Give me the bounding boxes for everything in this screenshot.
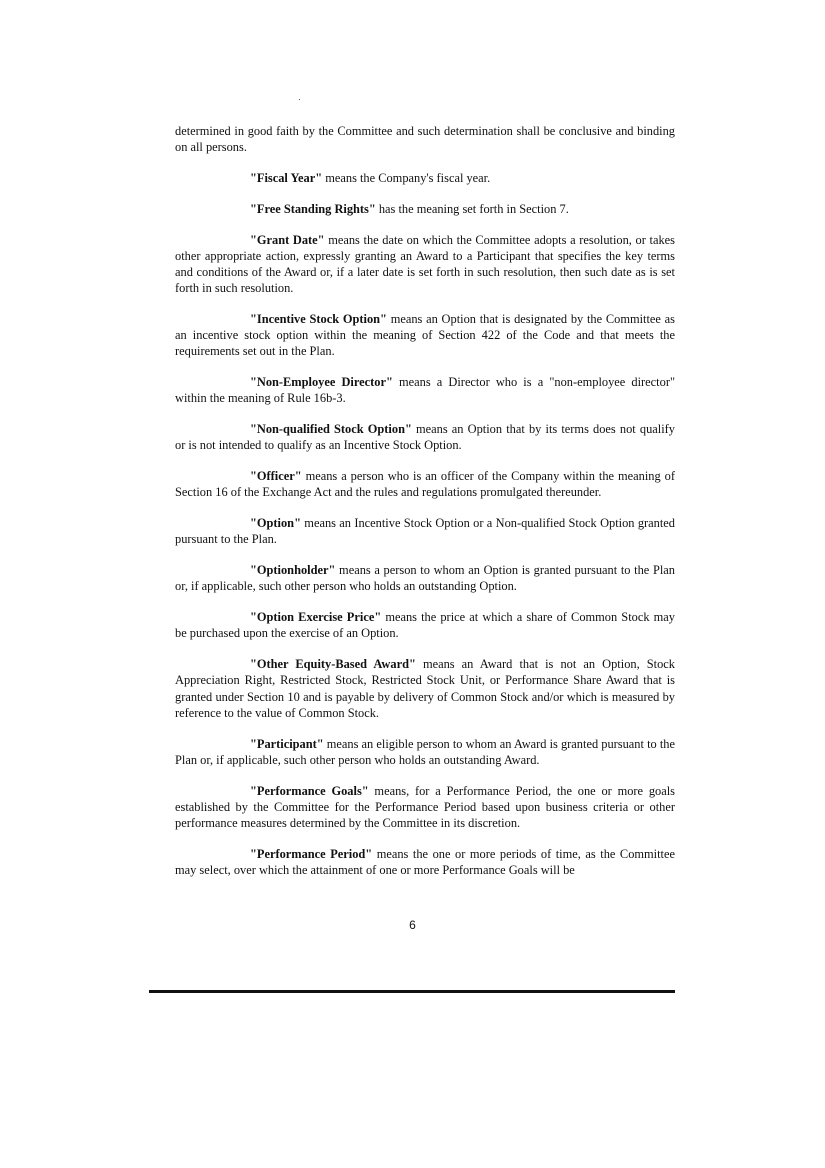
definition-free-standing-rights: [175, 201, 675, 217]
definition-text: means the price at which a share of Common Stock may be purchased upon the exercise of an Option.: [175, 610, 675, 641]
definition-fiscal-year: [175, 170, 675, 186]
definition-option-exercise-price: [175, 609, 675, 641]
page-number: 6: [409, 918, 416, 932]
definition-other-equity-based-award: [175, 656, 675, 721]
term: "Non-Employee Director": [250, 375, 393, 390]
term: "Officer": [250, 469, 302, 484]
definition-text: means a person to whom an Option is granted pursuant to the Plan or, if applicable, such other person who holds an outstanding Option.: [175, 563, 675, 594]
definition-incentive-stock-option: [175, 311, 675, 360]
definition-text: means an Award that is not an Option, Stock Appreciation Right, Restricted Stock, Restricted Stock Unit, or Performance Share Award that is granted under Section 10 and is payable by delivery of Common Stock and/or which is measured by reference to the value of Common Stock.: [175, 657, 675, 720]
definition-text: means, for a Performance Period, the one or more goals established by the Committee for the Performance Period based upon business criteria or other performance measures determined by the Committee in its discretion.: [175, 783, 675, 831]
definition-text: means the Company's fiscal year.: [322, 171, 491, 185]
definition-text: has the meaning set forth in Section 7.: [375, 201, 569, 216]
definition-text: means an Incentive Stock Option or a Non-qualified Stock Option granted pursuant to the Plan.: [175, 516, 675, 547]
definition-text: means an Option that is designated by the Committee as an incentive stock option within the meaning of Section 422 of the Code and that meets the requirements set out in the Plan.: [175, 312, 676, 359]
page-body: [175, 123, 675, 893]
definition-optionholder: [175, 562, 675, 594]
term: "Performance Period": [250, 846, 373, 861]
definition-officer: [175, 468, 675, 500]
term: "Grant Date": [250, 232, 325, 247]
definition-option: [175, 515, 675, 547]
term: "Free Standing Rights": [250, 201, 376, 216]
definition-text: means the one or more periods of time, as the Committee may select, over which the attainment of one or more Performance Goals will be: [175, 846, 675, 878]
definition-text: means an Option that by its terms does not qualify or is not intended to qualify as an Incentive Stock Option.: [175, 422, 675, 453]
term: "Option Exercise Price": [250, 610, 382, 625]
definition-text: means the date on which the Committee adopts a resolution, or takes other appropriate action, expressly granting an Award to a Participant that specifies the key terms and conditions of the Award or, if a later date is set forth in such resolution, then such date as is set forth in such resolution.: [175, 232, 675, 296]
term: "Non-qualified Stock Option": [250, 422, 412, 437]
definition-performance-goals: [175, 783, 675, 832]
definition-performance-period: [175, 846, 675, 878]
definition-non-employee-director: [175, 374, 675, 406]
term: "Participant": [250, 736, 324, 751]
term: "Incentive Stock Option": [250, 312, 387, 326]
definition-participant: [175, 736, 675, 768]
definition-text: means a person who is an officer of the Company within the meaning of Section 16 of the Exchange Act and the rules and regulations promulgated thereunder.: [175, 469, 675, 500]
term: "Fiscal Year": [250, 171, 323, 185]
definition-non-qualified-stock-option: [175, 421, 675, 453]
footer-divider: [149, 990, 675, 993]
scan-speck: [299, 99, 300, 100]
definition-text: means an eligible person to whom an Award is granted pursuant to the Plan or, if applicable, such other person who holds an outstanding Award.: [175, 736, 675, 767]
definition-text: means a Director who is a "non-employee director" within the meaning of Rule 16b-3.: [175, 375, 676, 406]
definition-grant-date: [175, 232, 675, 297]
term: "Option": [250, 516, 301, 531]
term: "Optionholder": [250, 563, 336, 578]
intro-paragraph: determined in good faith by the Committee and such determination shall be conclusive and binding on all persons.: [175, 124, 675, 155]
term: "Performance Goals": [250, 783, 369, 798]
term: "Other Equity-Based Award": [250, 657, 416, 672]
